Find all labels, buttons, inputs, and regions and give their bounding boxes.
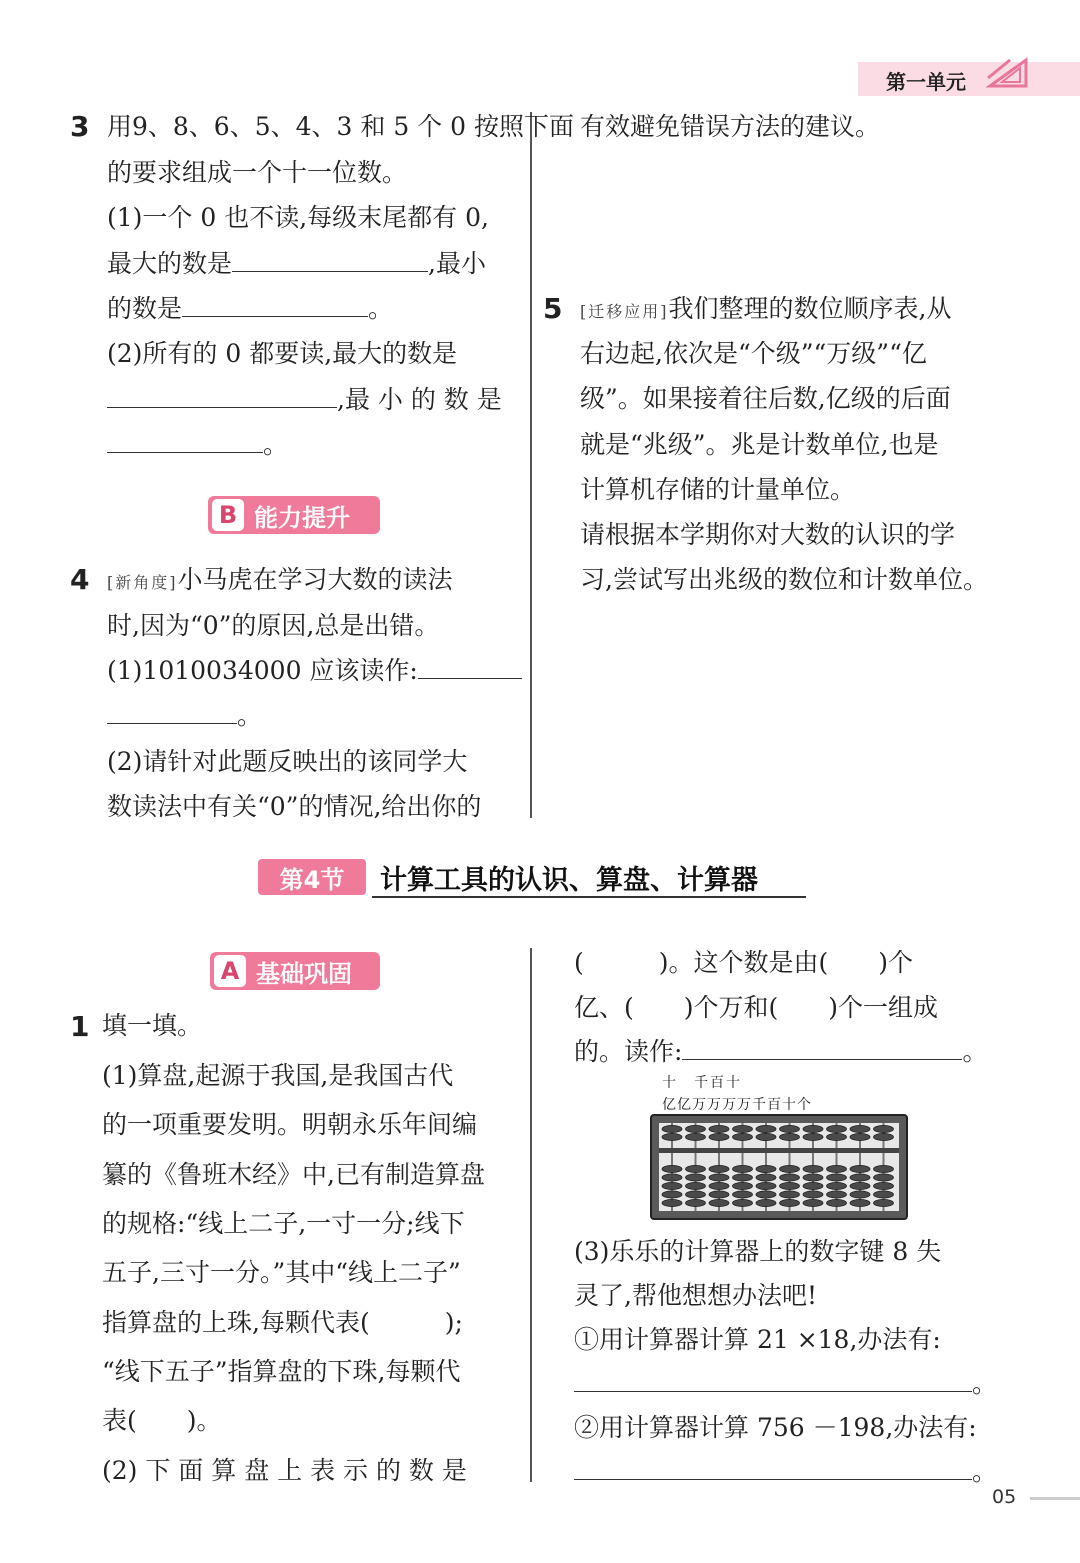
q1-line-4: 的规格:“线上二子,一寸一分;线下 — [102, 1209, 465, 1238]
abacus-lower-bead — [803, 1174, 823, 1181]
abacus-lower-bead — [874, 1165, 894, 1172]
page-number: 05 — [992, 1486, 1017, 1508]
section-title: 计算工具的认识、算盘、计算器 — [380, 865, 758, 896]
abacus-lower-bead — [803, 1191, 823, 1198]
q3-line-7 — [107, 377, 502, 422]
triangle-ruler-icon — [986, 56, 1030, 90]
q5-tag: [迁移应用] — [580, 302, 669, 321]
abacus-lower-bead — [827, 1182, 847, 1189]
q4-line-4 — [107, 693, 262, 738]
abacus-lower-bead — [803, 1182, 823, 1189]
q3-line-2: 的要求组成一个十一位数。 — [107, 158, 408, 187]
abacus-lower-bead — [662, 1191, 682, 1198]
column-divider-bottom — [530, 948, 532, 1482]
abacus-lower-bead — [850, 1165, 870, 1172]
q1-cont-line-9 — [574, 1449, 997, 1494]
abacus-lower-bead — [827, 1199, 847, 1206]
abacus-place-labels-bottom: 亿亿万万万万千百十个 — [662, 1097, 812, 1113]
q3-line-4 — [107, 241, 486, 286]
abacus-lower-bead — [756, 1191, 776, 1198]
abacus-lower-bead — [780, 1174, 800, 1181]
abacus-lower-bead — [827, 1165, 847, 1172]
abacus-figure — [650, 1114, 908, 1220]
abacus-lower-bead — [874, 1199, 894, 1206]
q3-min-label: ,最小 — [428, 249, 486, 278]
q5-line-6: 请根据本学期你对大数的认识的学 — [580, 520, 956, 549]
abacus-lower-bead — [850, 1199, 870, 1206]
abacus-lower-bead — [827, 1174, 847, 1181]
q1-method-end-1: 。 — [972, 1369, 998, 1398]
section-letter-a: A — [214, 955, 246, 987]
answer-blank[interactable] — [182, 290, 368, 317]
q3-min-label-2: ,最 小 的 数 是 — [337, 385, 502, 414]
q1-cont-line-6: ①用计算器计算 21 ×18,办法有: — [574, 1325, 941, 1354]
q5-line-3: 级”。如果接着往后数,亿级的后面 — [580, 384, 951, 413]
q1-cont-line-2: 亿、( )个万和( )个一组成 — [574, 993, 939, 1022]
abacus-lower-bead — [662, 1182, 682, 1189]
abacus-lower-bead — [850, 1174, 870, 1181]
q1-line-3: 纂的《鲁班木经》中,已有制造算盘 — [102, 1160, 485, 1189]
answer-blank[interactable] — [107, 426, 263, 453]
abacus-upper-bead — [756, 1133, 776, 1140]
abacus-upper-bead — [780, 1125, 800, 1132]
abacus-upper-bead — [709, 1133, 729, 1140]
q4-line-5: (2)请针对此题反映出的该同学大 — [107, 747, 468, 776]
q1-cont-line-5: 灵了,帮他想想办法吧! — [574, 1281, 817, 1310]
q5-line-7: 习,尝试写出兆级的数位和计数单位。 — [580, 565, 988, 594]
q3-min-prefix: 的数是 — [107, 294, 183, 323]
abacus-upper-bead — [827, 1133, 847, 1140]
q3-line-5 — [107, 286, 393, 331]
section-title-underline — [372, 896, 806, 898]
abacus-upper-bead — [803, 1133, 823, 1140]
section-number-text: 第4节 — [279, 865, 345, 894]
q3-line-8 — [107, 422, 288, 467]
q1-read-label: 的。读作: — [574, 1037, 683, 1066]
column-divider-top — [530, 112, 532, 818]
q5-line-1-text: 我们整理的数位顺序表,从 — [668, 294, 952, 323]
q1-cont-line-8: ②用计算器计算 756 －198,办法有: — [574, 1413, 977, 1442]
q4-period: 。 — [237, 701, 263, 730]
q1-cont-line-1: ( )。这个数是由( )个 — [574, 948, 914, 977]
answer-blank[interactable] — [682, 1033, 962, 1060]
section-badge-b — [208, 496, 380, 534]
abacus-upper-bead — [874, 1125, 894, 1132]
abacus-lower-bead — [662, 1174, 682, 1181]
q4-read-label: (1)1010034000 应该读作: — [107, 656, 418, 685]
abacus-upper-bead — [686, 1125, 706, 1132]
q5-line-2: 右边起,依次是“个级”“万级”“亿 — [580, 339, 927, 368]
q1-title: 填一填。 — [102, 1011, 203, 1040]
abacus-upper-bead — [662, 1133, 682, 1140]
answer-blank[interactable] — [574, 1453, 972, 1480]
q1-line-2: 的一项重要发明。明朝永乐年间编 — [102, 1110, 478, 1139]
abacus-lower-bead — [686, 1165, 706, 1172]
q1-read-end: 。 — [962, 1037, 988, 1066]
q1-cont-line-4: (3)乐乐的计算器上的数字键 8 失 — [574, 1237, 942, 1266]
section-label-a: 基础巩固 — [256, 959, 352, 988]
q3-end: 。 — [263, 430, 289, 459]
section-label-b: 能力提升 — [254, 503, 350, 532]
abacus-upper-bead — [709, 1125, 729, 1132]
abacus-upper-bead — [850, 1133, 870, 1140]
answer-blank[interactable] — [107, 697, 237, 724]
abacus-lower-bead — [780, 1191, 800, 1198]
q3-line-3: (1)一个 0 也不读,每级末尾都有 0, — [107, 203, 489, 232]
q5-line-5: 计算机存储的计量单位。 — [580, 475, 856, 504]
abacus-lower-bead — [850, 1191, 870, 1198]
answer-blank[interactable] — [232, 245, 428, 272]
abacus-lower-bead — [662, 1199, 682, 1206]
abacus-upper-bead — [733, 1125, 753, 1132]
abacus-lower-bead — [709, 1199, 729, 1206]
q1-cont-line-3 — [574, 1029, 987, 1074]
question-number: 3 — [70, 110, 90, 143]
abacus-lower-bead — [686, 1191, 706, 1198]
abacus-lower-bead — [874, 1182, 894, 1189]
q1-line-6: 指算盘的上珠,每颗代表( ); — [102, 1308, 463, 1337]
answer-blank[interactable] — [574, 1365, 972, 1392]
abacus-lower-bead — [756, 1182, 776, 1189]
abacus-lower-bead — [709, 1191, 729, 1198]
abacus-upper-bead — [874, 1133, 894, 1140]
abacus-lower-bead — [780, 1199, 800, 1206]
abacus-lower-bead — [733, 1182, 753, 1189]
abacus-upper-bead — [780, 1133, 800, 1140]
abacus-lower-bead — [686, 1199, 706, 1206]
question-number: 1 — [70, 1010, 90, 1043]
section-badge-a — [210, 952, 380, 990]
abacus-lower-bead — [709, 1165, 729, 1172]
abacus-lower-bead — [803, 1199, 823, 1206]
q1-line-7: “线下五子”指算盘的下珠,每颗代 — [102, 1357, 461, 1386]
q4-line-3 — [107, 648, 522, 693]
abacus-lower-bead — [780, 1182, 800, 1189]
abacus-lower-bead — [733, 1199, 753, 1206]
answer-blank[interactable] — [107, 381, 337, 408]
q4-continuation: 有效避免错误方法的建议。 — [580, 112, 881, 141]
answer-blank[interactable] — [418, 652, 522, 679]
q4-tag: [新角度] — [107, 573, 178, 592]
page-number-rule — [1030, 1497, 1080, 1500]
q4-line-6: 数读法中有关“0”的情况,给出你的 — [107, 792, 482, 821]
q5-line-4: 就是“兆级”。兆是计数单位,也是 — [580, 430, 939, 459]
section-letter-b: B — [212, 499, 244, 531]
abacus-lower-bead — [756, 1199, 776, 1206]
abacus-lower-bead — [827, 1191, 847, 1198]
q1-method-end-2: 。 — [972, 1457, 998, 1486]
q3-max-label: 最大的数是 — [107, 249, 233, 278]
question-number: 4 — [70, 563, 90, 596]
section-title-bar — [258, 856, 808, 898]
q4-line-1 — [107, 557, 453, 605]
abacus-lower-bead — [709, 1182, 729, 1189]
q3-line-1: 用9、8、6、5、4、3 和 5 个 0 按照下面 — [107, 112, 574, 141]
q1-line-5: 五子,三寸一分。”其中“线上二子” — [102, 1258, 461, 1287]
abacus-lower-bead — [662, 1165, 682, 1172]
abacus-upper-bead — [803, 1125, 823, 1132]
q3-line-6: (2)所有的 0 都要读,最大的数是 — [107, 339, 458, 368]
abacus-lower-bead — [850, 1182, 870, 1189]
abacus-lower-bead — [686, 1174, 706, 1181]
abacus-lower-bead — [733, 1165, 753, 1172]
q1-line-8: 表( )。 — [102, 1406, 222, 1435]
abacus-upper-bead — [827, 1125, 847, 1132]
abacus-place-labels-top: 十 千百十 — [662, 1075, 742, 1091]
question-number: 5 — [543, 292, 563, 325]
abacus-lower-bead — [874, 1174, 894, 1181]
q4-line-1-text: 小马虎在学习大数的读法 — [177, 565, 453, 594]
abacus-lower-bead — [709, 1174, 729, 1181]
unit-label: 第一单元 — [886, 70, 966, 94]
q3-period: 。 — [368, 294, 394, 323]
abacus-upper-bead — [686, 1133, 706, 1140]
abacus-lower-bead — [874, 1191, 894, 1198]
abacus-upper-bead — [756, 1125, 776, 1132]
abacus-lower-bead — [803, 1165, 823, 1172]
q5-line-1 — [580, 286, 951, 334]
abacus-lower-bead — [756, 1174, 776, 1181]
q1-line-1: (1)算盘,起源于我国,是我国古代 — [102, 1061, 454, 1090]
abacus-upper-bead — [733, 1133, 753, 1140]
q4-line-2: 时,因为“0”的原因,总是出错。 — [107, 611, 440, 640]
section-number-badge — [258, 859, 366, 895]
abacus-lower-bead — [780, 1165, 800, 1172]
abacus-upper-bead — [850, 1125, 870, 1132]
abacus-upper-bead — [662, 1125, 682, 1132]
abacus-lower-bead — [686, 1182, 706, 1189]
q1-line-9: (2) 下 面 算 盘 上 表 示 的 数 是 — [102, 1456, 467, 1485]
abacus-lower-bead — [756, 1165, 776, 1172]
q1-cont-line-7 — [574, 1361, 997, 1406]
abacus-lower-bead — [733, 1174, 753, 1181]
abacus-lower-bead — [733, 1191, 753, 1198]
